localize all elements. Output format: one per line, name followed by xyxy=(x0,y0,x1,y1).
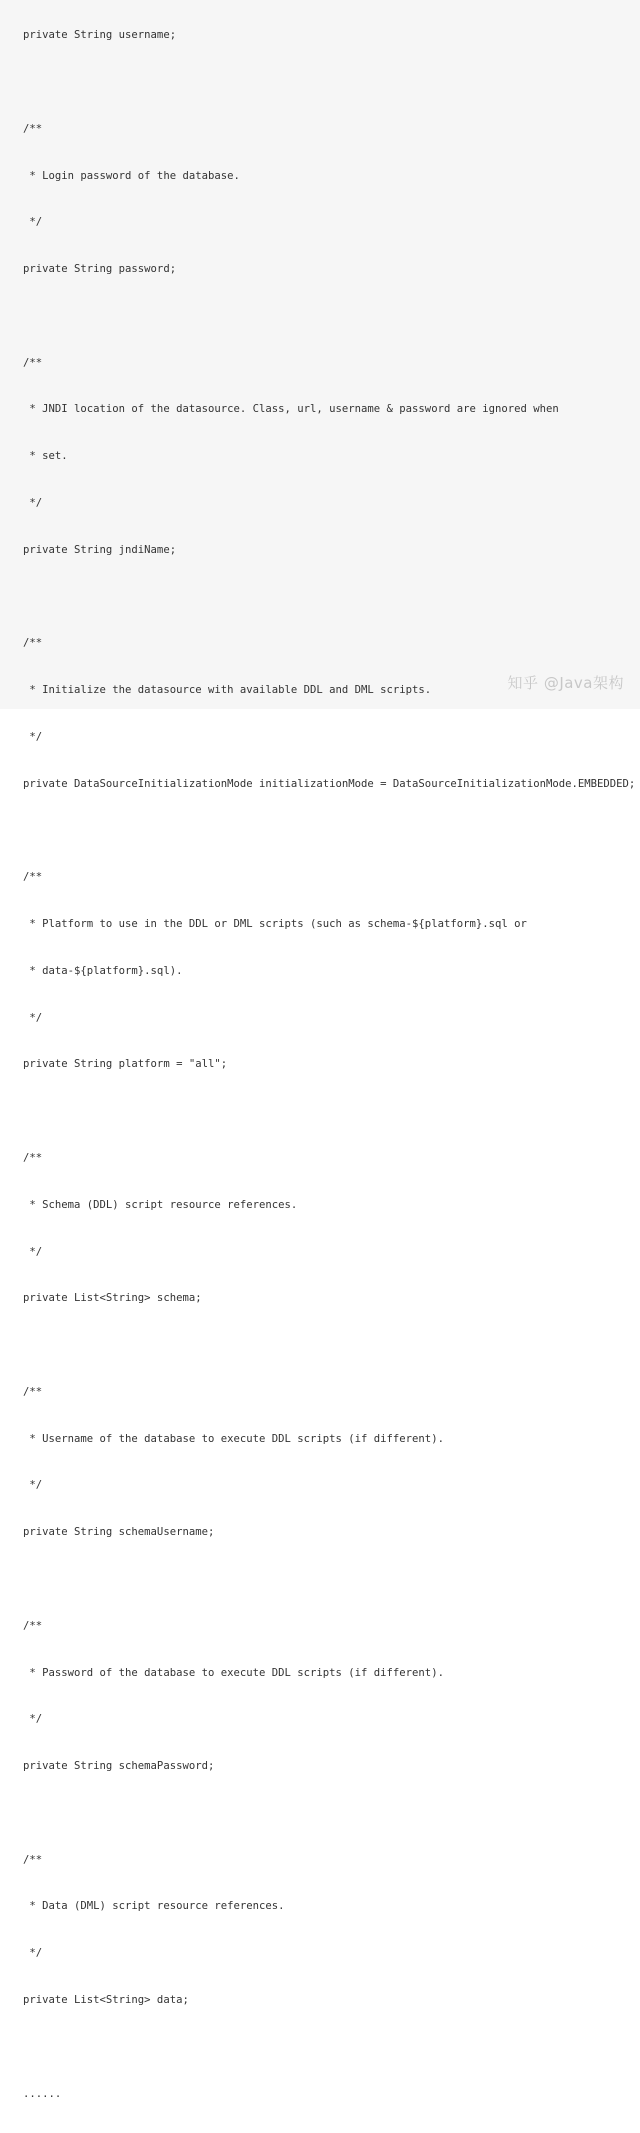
code-line: private String platform = "all"; xyxy=(23,1058,228,1071)
code-line: * data-${platform}.sql). xyxy=(23,964,183,977)
code-line: * Login password of the database. xyxy=(23,169,240,182)
code-line: ...... xyxy=(23,2087,62,2100)
code-line: private List<String> data; xyxy=(23,1994,189,2006)
code-lines xyxy=(23,0,640,2133)
code-line: private String schemaUsername; xyxy=(23,1526,215,1539)
code-line: * Password of the database to execute DDL scripts (if different). xyxy=(23,1666,444,1679)
code-line xyxy=(23,590,640,606)
code-line: */ xyxy=(23,730,43,743)
code-line: private String password; xyxy=(23,263,177,276)
code-line: private String schemaPassword; xyxy=(23,1760,215,1773)
code-line: private DataSourceInitializationMode initializationMode = DataSourceInitializationMode.EMBEDDED; xyxy=(23,777,636,790)
code-line: */ xyxy=(23,497,43,509)
code-line: * Initialize the datasource with available DDL and DML scripts. xyxy=(23,684,432,697)
code-line: /** xyxy=(23,1385,43,1398)
code-line xyxy=(23,823,640,839)
code-line: /** xyxy=(23,122,43,135)
code-line xyxy=(23,309,640,325)
code-line: */ xyxy=(23,1245,43,1258)
code-line: private String username; xyxy=(23,29,177,42)
code-line: /** xyxy=(23,356,43,369)
code-line: /** xyxy=(23,1853,43,1866)
code-line: /** xyxy=(23,637,43,650)
code-line: * Schema (DDL) script resource references. xyxy=(23,1198,298,1211)
code-line: */ xyxy=(23,1479,43,1492)
code-line xyxy=(23,1572,640,1588)
code-line: */ xyxy=(23,216,43,229)
code-line: * Data (DML) script resource references. xyxy=(23,1900,285,1913)
code-line: * set. xyxy=(23,450,68,463)
code-line: */ xyxy=(23,1713,43,1726)
watermark: 知乎 @Java架构 xyxy=(507,674,624,692)
code-line xyxy=(23,1338,640,1354)
code-line: */ xyxy=(23,1011,43,1024)
code-line: private String jndiName; xyxy=(23,543,177,556)
code-line: * JNDI location of the datasource. Class, url, username & password are ignored when xyxy=(23,403,559,416)
code-line: /** xyxy=(23,1619,43,1632)
code-line: * Platform to use in the DDL or DML scripts (such as schema-${platform}.sql or xyxy=(23,918,527,931)
code-line: /** xyxy=(23,871,43,884)
code-line: * Username of the database to execute DDL scripts (if different). xyxy=(23,1432,444,1445)
code-line xyxy=(23,1806,640,1822)
code-line xyxy=(23,1104,640,1120)
code-line: private List<String> schema; xyxy=(23,1292,202,1305)
code-line: */ xyxy=(23,1947,43,1960)
code-line xyxy=(23,2040,640,2056)
code-line: /** xyxy=(23,1151,43,1164)
code-line xyxy=(23,75,640,91)
